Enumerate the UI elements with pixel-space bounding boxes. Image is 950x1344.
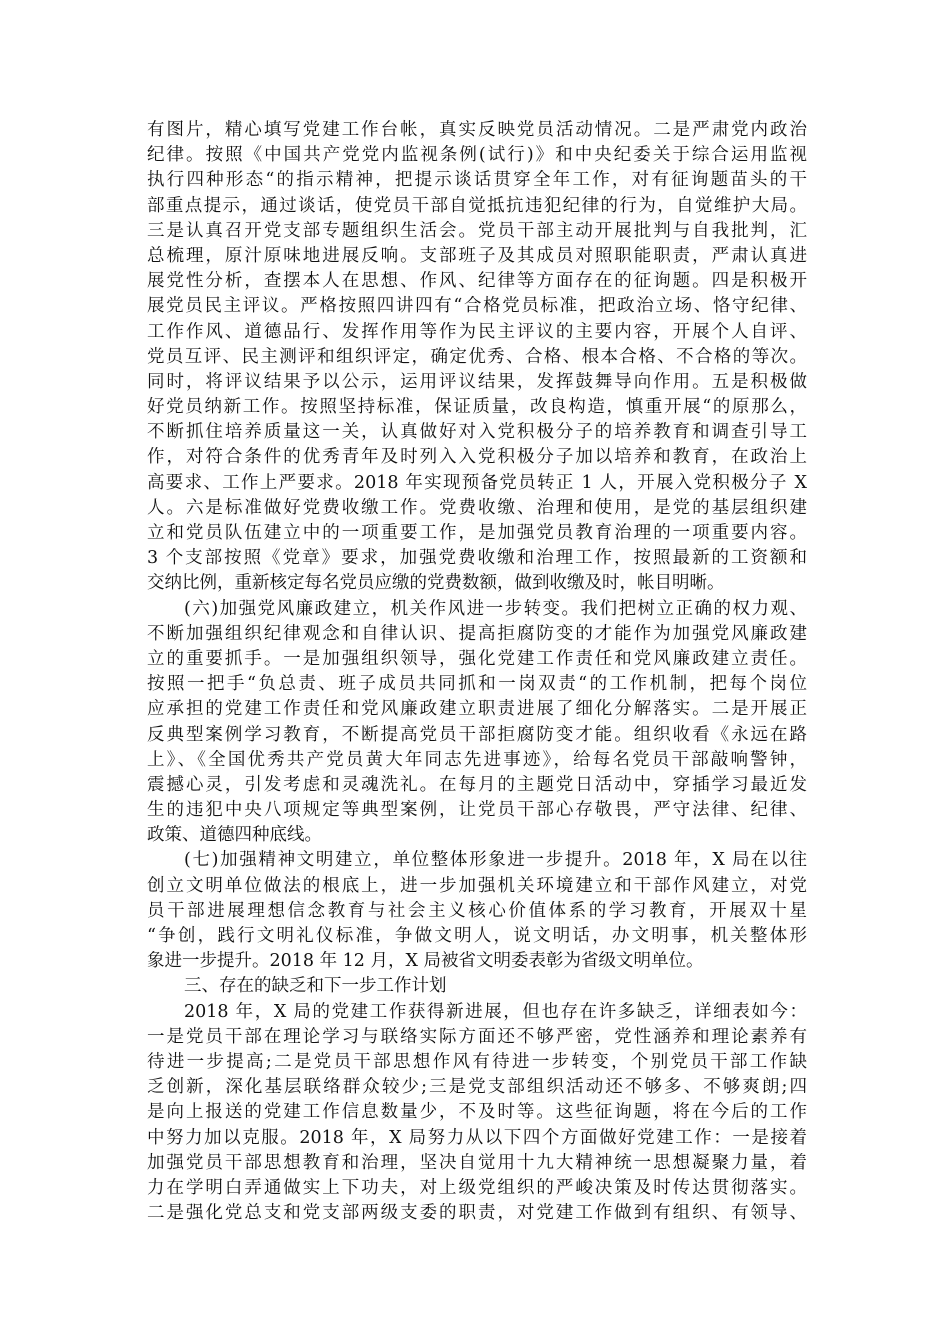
text-line: 展党性分析，查摆本人在思想、作风、纪律等方面存在的征询题。四是积极开 (147, 271, 807, 292)
document-body (147, 118, 807, 1226)
text-line: 总梳理，原汁原味地进展反响。支部班子及其成员对照职能职责，严肃认真进 (147, 245, 807, 266)
text-line: (六)加强党风廉政建立，机关作风进一步转变。我们把树立正确的权力观、 (184, 598, 807, 619)
text-line: 不断抓住培养质量这一关，认真做好对入党积极分子的培养教育和调查引导工 (147, 422, 807, 443)
text-line: 纪律。按照《中国共产党党内监视条例(试行)》和中央纪委关于综合运用监视 (147, 145, 807, 166)
text-line: 作，对符合条件的优秀青年及时列入入党积极分子加以培养和教育，在政治上 (147, 447, 807, 468)
text-line: 三是认真召开党支部专题组织生活会。党员干部主动开展批判与自我批判，汇 (147, 220, 807, 241)
text-line: 3 个支部按照《党章》要求，加强党费收缴和治理工作，按照最新的工资额和 (147, 548, 807, 569)
text-line: 创立文明单位做法的根底上，进一步加强机关环境建立和干部作风建立，对党 (147, 875, 807, 896)
text-line: 员干部进展理想信念教育与社会主义核心价值体系的学习教育，开展双十星 (147, 900, 807, 921)
text-line: 反典型案例学习教育，不断提高党员干部拒腐防变才能。组织收看《永远在路 (147, 724, 807, 745)
text-line: 二是强化党总支和党支部两级支委的职责，对党建工作做到有组织、有领导、 (147, 1203, 807, 1224)
text-line: 不断加强组织纪律观念和自律认识、提高拒腐防变的才能作为加强党风廉政建 (147, 623, 807, 644)
text-line: 力在学明白弄通做实上下功夫，对上级党组织的严峻决策及时传达贯彻落实。 (147, 1177, 807, 1198)
text-line: 三、存在的缺乏和下一步工作计划 (184, 976, 447, 997)
text-line: “争创，践行文明礼仪标准，争做文明人，说文明话，办文明事，机关整体形 (147, 926, 807, 946)
text-line: 政策、道德四种底线。 (147, 825, 322, 846)
text-line: 有图片，精心填写党建工作台帐，真实反映党员活动情况。二是严肃党内政治 (147, 120, 807, 140)
text-line: 部重点提示，通过谈话，使党员干部自觉抵抗违犯纪律的行为，自觉维护大局。 (147, 195, 807, 216)
text-line: 一是党员干部在理论学习与联络实际方面还不够严密，党性涵养和理论素养有 (147, 1026, 807, 1047)
text-line: 乏创新，深化基层联络群众较少;三是党支部组织活动还不够多、不够爽朗;四 (147, 1077, 807, 1098)
text-line: 待进一步提高;二是党员干部思想作风有待进一步转变，个别党员干部工作缺 (147, 1051, 807, 1072)
text-line: 立的重要抓手。一是加强组织领导，强化党建工作责任和党风廉政建立责任。 (147, 648, 807, 669)
text-line: 应承担的党建工作责任和党风廉政建立职责进展了细化分解落实。二是开展正 (147, 699, 807, 720)
text-line: 震撼心灵，引发考虑和灵魂洗礼。在每月的主题党日活动中，穿插学习最近发 (147, 774, 807, 795)
text-line: 好党员纳新工作。按照坚持标准，保证质量，改良构造，慎重开展“的原那么， (147, 397, 807, 418)
text-line: 交纳比例，重新核定每名党员应缴的党费数额，做到收缴及时，帐目明晰。 (147, 573, 725, 594)
text-line: 象进一步提升。2018 年 12 月，X 局被省文明委表彰为省级文明单位。 (147, 951, 704, 972)
text-line: 执行四种形态“的指示精神，把提示谈话贯穿全年工作，对有征询题苗头的干 (147, 170, 807, 191)
text-line: 中努力加以克服。2018 年，X 局努力从以下四个方面做好党建工作：一是接着 (147, 1127, 807, 1148)
text-line: 按照一把手“负总责、班子成员共同抓和一岗双责“的工作机制，把每个岗位 (147, 674, 807, 695)
text-line: 是向上报送的党建工作信息数量少，不及时等。这些征询题，将在今后的工作 (147, 1102, 807, 1123)
text-line: 党员互评、民主测评和组织评定，确定优秀、合格、根本合格、不合格的等次。 (147, 346, 807, 367)
text-line: 加强党员干部思想教育和治理，坚决自觉用十九大精神统一思想凝聚力量，着 (147, 1152, 807, 1173)
text-line: (七)加强精神文明建立，单位整体形象进一步提升。2018 年，X 局在以往 (184, 850, 807, 871)
text-line: 生的违犯中央八项规定等典型案例，让党员干部心存敬畏，严守法律、纪律、 (147, 800, 807, 821)
text-line: 2018 年，X 局的党建工作获得新进展，但也存在许多缺乏，详细表如今： (184, 1001, 807, 1022)
text-line: 工作作风、道德品行、发挥作用等作为民主评议的主要内容，开展个人自评、 (147, 321, 807, 342)
text-line: 人。六是标准做好党费收缴工作。党费收缴、治理和使用，是党的基层组织建 (147, 497, 807, 518)
text-line: 展党员民主评议。严格按照四讲四有“合格党员标准，把政治立场、恪守纪律、 (147, 296, 807, 317)
text-line: 同时，将评议结果予以公示，运用评议结果，发挥鼓舞导向作用。五是积极做 (147, 371, 807, 392)
text-line: 高要求、工作上严要求。2018 年实现预备党员转正 1 人，开展入党积极分子 X (147, 472, 807, 493)
text-line: 上》、《全国优秀共产党员黄大年同志先进事迹》，给每名党员干部敲响警钟， (147, 749, 807, 770)
text-line: 立和党员队伍建立中的一项重要工作，是加强党员教育治理的一项重要内容。 (147, 523, 807, 543)
